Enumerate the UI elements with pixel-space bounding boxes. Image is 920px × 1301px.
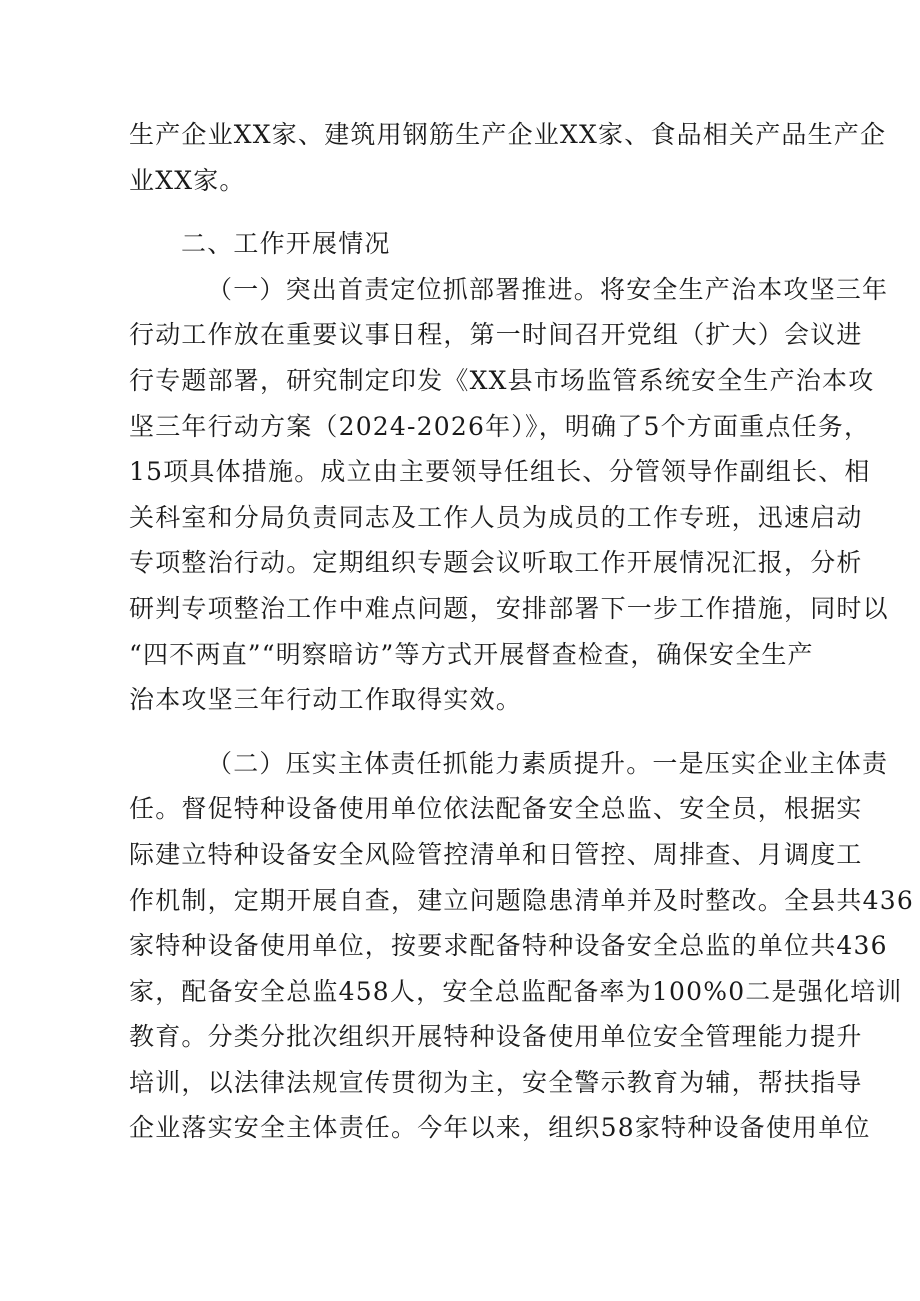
text-line: 行专题部署，研究制定印发《XX县市场监管系统安全生产治本攻	[129, 365, 875, 395]
text-line: （二）压实主体责任抓能力素质提升。一是压实企业主体责	[207, 748, 889, 778]
paragraph-section-1	[129, 267, 889, 723]
text-line: （一）突出首责定位抓部署推进。将安全生产治本攻坚三年	[207, 274, 889, 304]
text-line: 15项具体措施。成立由主要领导任组长、分管领导作副组长、相	[129, 457, 871, 487]
text-line: 培训，以法律法规宣传贯彻为主，安全警示教育为辅，帮扶指导	[129, 1067, 863, 1097]
text-line: 行动工作放在重要议事日程，第一时间召开党组（扩大）会议进	[129, 320, 863, 350]
text-line: 教育。分类分批次组织开展特种设备使用单位安全管理能力提升	[129, 1022, 863, 1052]
text-line: 研判专项整治工作中难点问题，安排部署下一步工作措施，同时以	[129, 593, 889, 623]
text-line: 关科室和分局负责同志及工作人员为成员的工作专班，迅速启动	[129, 502, 863, 532]
text-line: 坚三年行动方案（2024-2026年）》，明确了5个方面重点任务，	[129, 411, 871, 441]
paragraph-intro	[129, 112, 887, 203]
text-line: 作机制，定期开展自查，建立问题隐患清单并及时整改。全县共436	[129, 885, 914, 915]
text-line: 生产企业XX家、建筑用钢筋生产企业XX家、食品相关产品生产企	[129, 120, 887, 149]
text-line: “四不两直”“明察暗访”等方式开展督查检查，确保安全生产	[129, 639, 814, 669]
paragraph-section-2	[129, 741, 914, 1151]
text-line: 专项整治行动。定期组织专题会议听取工作开展情况汇报，分析	[129, 548, 863, 578]
text-line: 业XX家。	[129, 165, 246, 195]
document-body	[129, 112, 914, 1151]
text-line: 任。督促特种设备使用单位依法配备安全总监、安全员，根据实	[129, 794, 863, 824]
text-line: 家特种设备使用单位，按要求配备特种设备安全总监的单位共436	[129, 931, 888, 961]
text-line: 家，配备安全总监458人，安全总监配备率为100%0二是强化培训	[129, 976, 903, 1006]
text-line: 企业落实安全主体责任。今年以来，组织58家特种设备使用单位	[129, 1113, 871, 1143]
text-line: 际建立特种设备安全风险管控清单和日管控、周排查、月调度工	[129, 839, 863, 869]
section-heading: 二、工作开展情况	[181, 229, 391, 259]
text-line: 治本攻坚三年行动工作取得实效。	[129, 685, 523, 715]
